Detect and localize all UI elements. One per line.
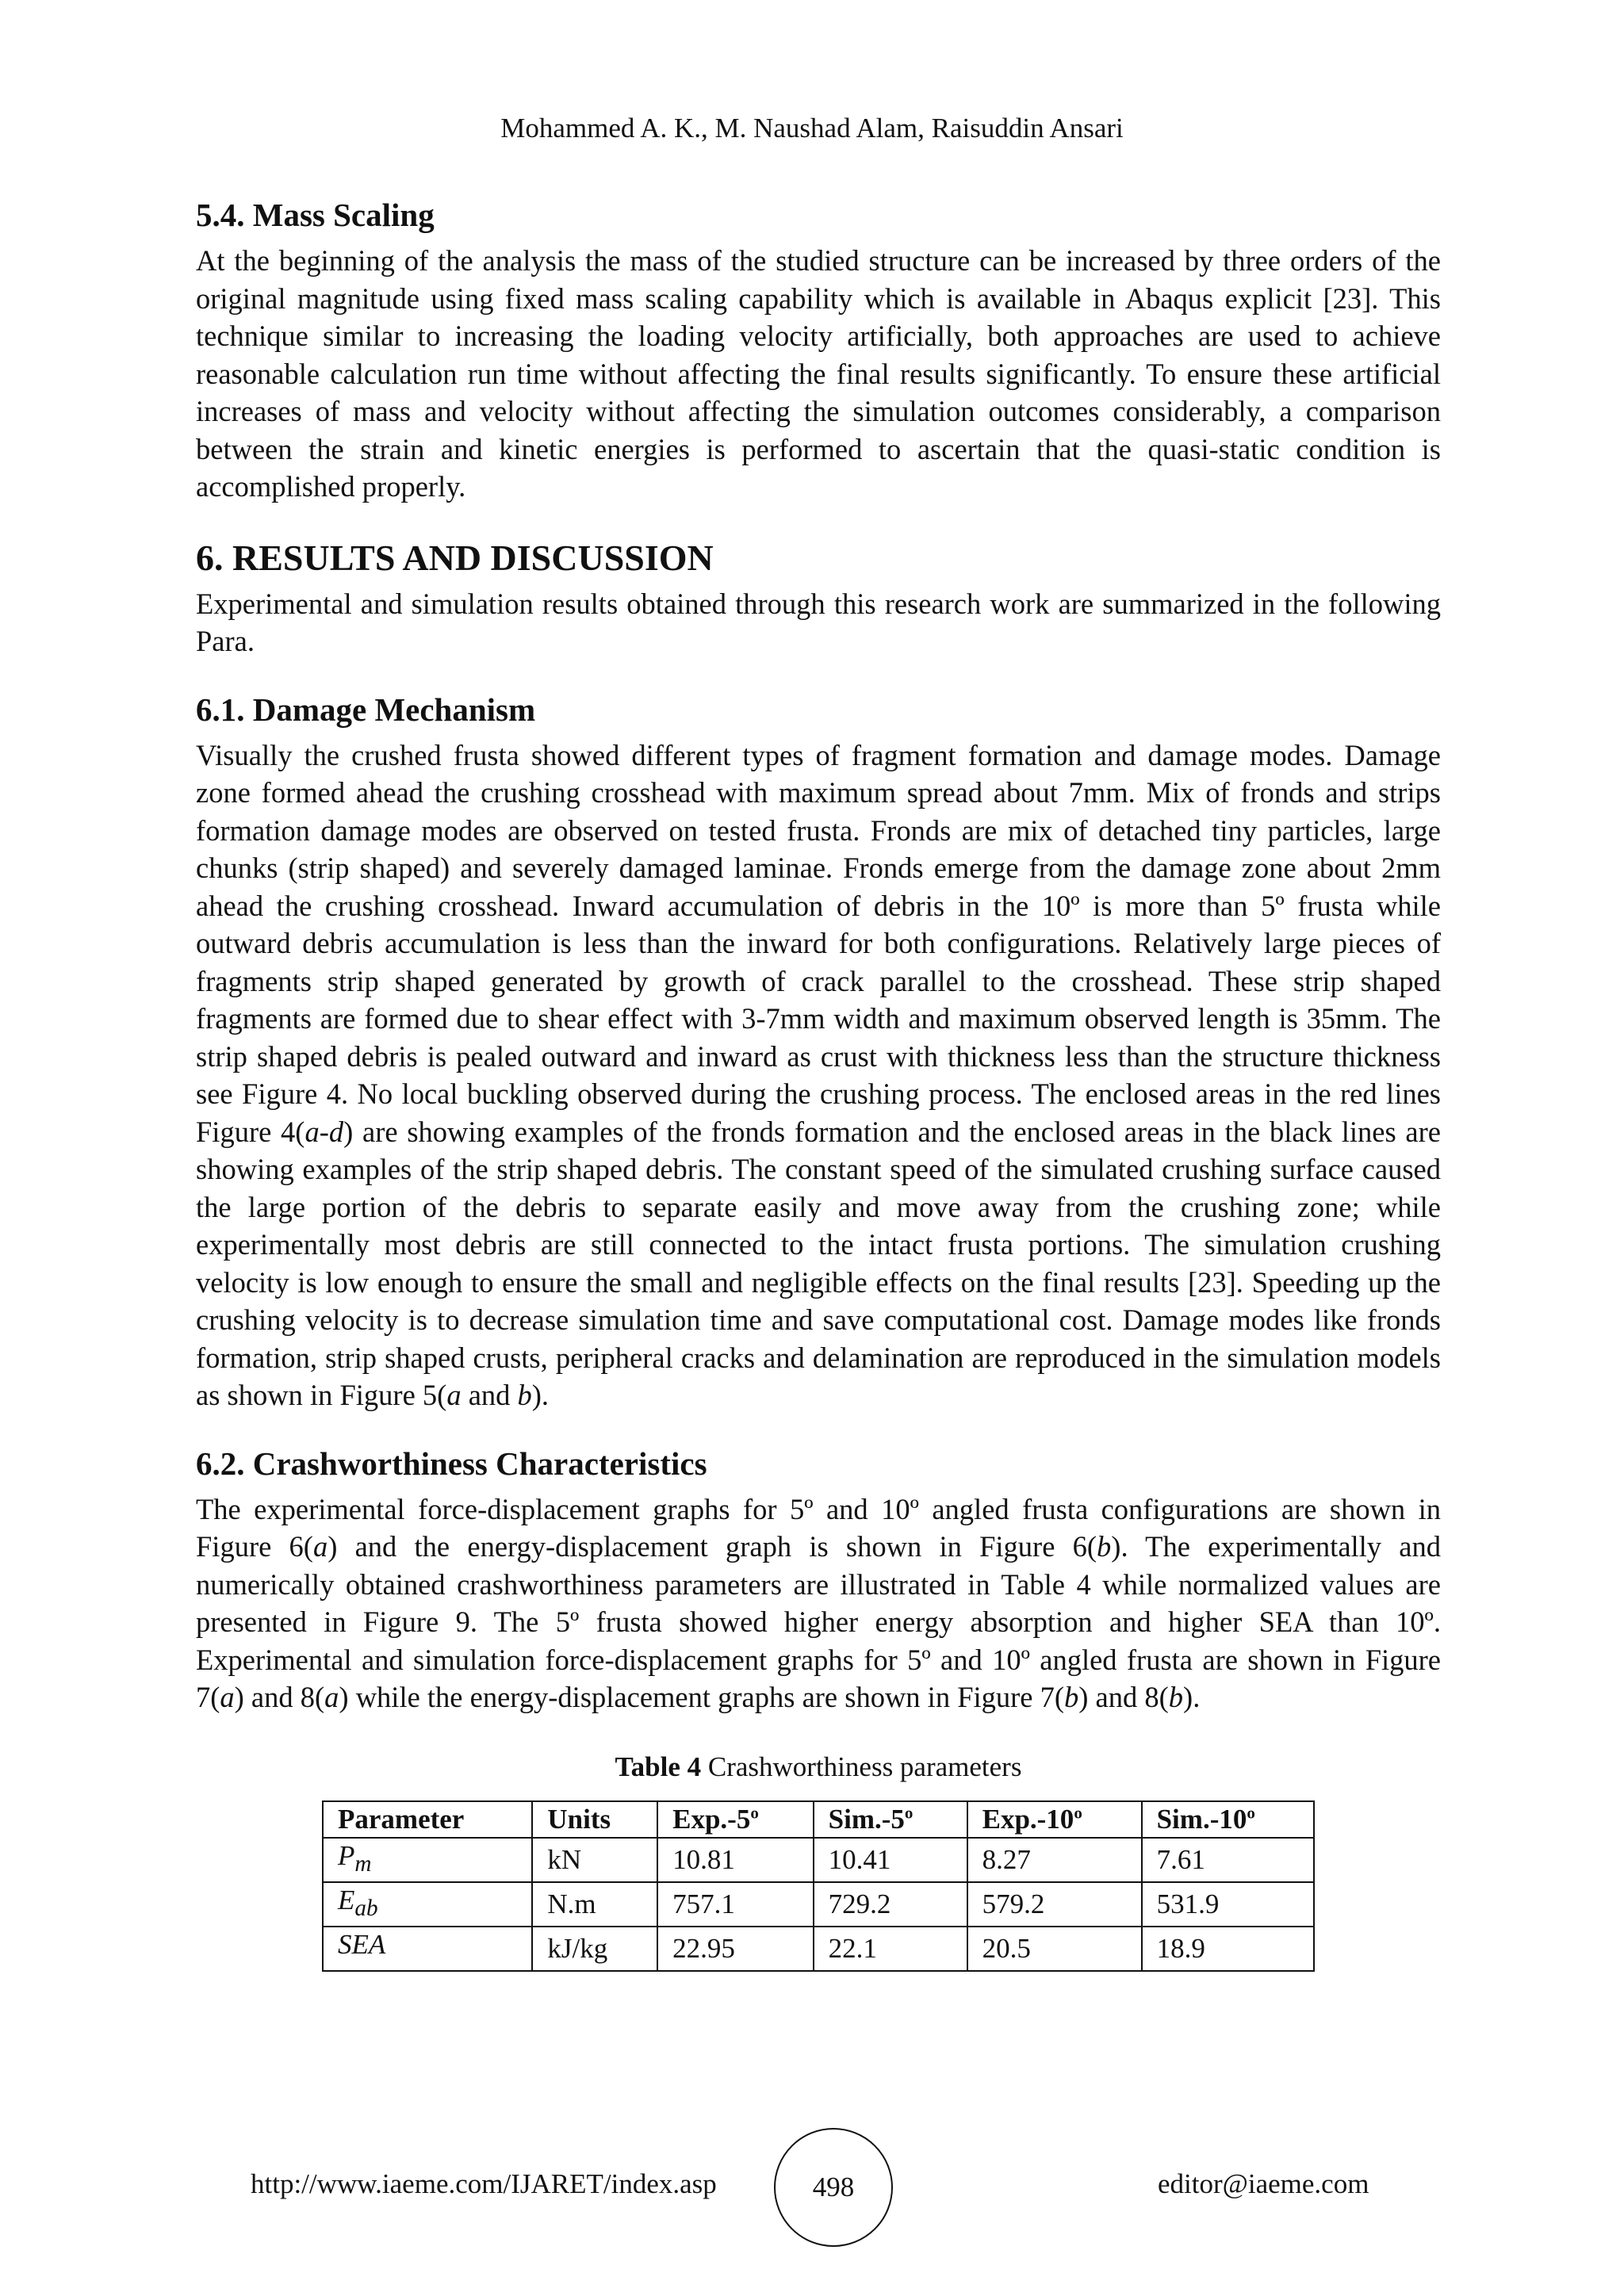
table-cell-units: kN [532,1838,657,1882]
section-5-4-paragraph: At the beginning of the analysis the mass of the studied structure can be increased by three orders of the original magnitude using fixed mass scaling capability which is available in Abaqus explicit [23]. This technique similar to increasing the loading velocity artificially, both approaches are used to achieve reasonable calculation run time without affecting the final results significantly. To ensure these artificial increases of mass and velocity without affecting the simulation outcomes considerably, a comparison between the strain and kinetic energies is performed to ascertain that the quasi-static condition is accomplished properly. [196,244,1441,503]
page-number [774,2128,893,2247]
table-caption: Table 4 Crashworthiness parameters [615,1751,1022,1782]
table-cell-units: kJ/kg [532,1927,657,1971]
section-6-1-paragraph: Visually the crushed frusta showed different types of fragment formation and damage modes. Damage zone formed ahead the crushing crosshead with maximum spread about 7mm. Mix of fronds and strips formation damage modes are observed on tested frusta. Fronds are mix of detached tiny particles, large chunks (strip shaped) and severely damaged laminae. Fronds emerge from the damage zone about 2mm ahead the crushing crosshead. Inward accumulation of debris in the 10º is more than 5º frusta while outward debris accumulation is less than the inward for both configurations. Relatively large pieces of fragments strip shaped generated by growth of crack parallel to the crosshead. These strip shaped fragments are formed due to shear effect with 3-7mm width and maximum observed length is 35mm. The strip shaped debris is pealed outward and inward as crust with thickness less than the structure thickness see Figure 4. No local buckling observed during the crushing process. The enclosed areas in the red lines Figure 4(a-d) are showing examples of the fronds formation and the enclosed areas in the black lines are showing examples of the strip shaped debris. The constant speed of the simulated crushing surface caused the large portion of the debris to separate easily and move away from the crushing zone; while experimentally most debris are still connected to the intact frusta portions. The simulation crushing velocity is low enough to ensure the small and negligible effects on the final results [23]. Speeding up the crushing velocity is to decrease simulation time and save computational cost. Damage modes like fronds formation, strip shaped crusts, peripheral cracks and delamination are reproduced in the simulation models as shown in Figure 5(a and b). [196,738,1441,1411]
table-cell: 22.95 [657,1927,814,1971]
table-row [323,1882,1314,1927]
table-cell: 7.61 [1142,1838,1314,1882]
table-cell: 18.9 [1142,1927,1314,1971]
section-6-2-heading: 6.2. Crashworthiness Characteristics [196,1445,707,1482]
section-6-2-paragraph: The experimental force-displacement graphs for 5º and 10º angled frusta configurations are shown in Figure 6(a) and the energy-displacement graph is shown in Figure 6(b). The experimentally and numerically obtained crashworthiness parameters are illustrated in Table 4 while normalized values are presented in Figure 9. The 5º frusta showed higher energy absorption and higher SEA than 10º. Experimental and simulation force-displacement graphs for 5º and 10º angled frusta are shown in Figure 7(a) and 8(a) while the energy-displacement graphs are shown in Figure 7(b) and 8(b). [196,1492,1441,1713]
table-cell-parameter: $P_m$ [323,1838,532,1882]
table-header-cell: Exp.-5$^o$ [657,1801,814,1838]
table-cell: 579.2 [967,1882,1142,1927]
table-row [323,1927,1314,1971]
table-cell: 10.81 [657,1838,814,1882]
table-header-cell: Parameter [323,1801,532,1838]
table-cell: 8.27 [967,1838,1142,1882]
page-number-label: 498 [812,2172,855,2202]
table-cell-parameter: SEA [323,1927,532,1971]
footer-url-link[interactable]: http://www.iaeme.com/IJARET/index.asp [251,2168,717,2199]
section-6-1-heading: 6.1. Damage Mechanism [196,691,536,728]
section-6-paragraph: Experimental and simulation results obtained through this research work are summarized in the following Para. [196,587,1441,657]
table-header-cell: Units [532,1801,657,1838]
table-cell: 22.1 [814,1927,967,1971]
table-cell-units: N.m [532,1882,657,1927]
table-header-cell: Sim.-5$^o$ [814,1801,967,1838]
table-row [323,1838,1314,1882]
table-cell: 531.9 [1142,1882,1314,1927]
section-5-4-heading: 5.4. Mass Scaling [196,197,435,233]
table-cell: 729.2 [814,1882,967,1927]
table-header-row [323,1801,1314,1838]
table-cell: 20.5 [967,1927,1142,1971]
page-content [196,194,1441,1972]
table-cell-parameter: $E_{ab}$ [323,1882,532,1927]
crashworthiness-table [322,1800,1315,1972]
running-header: Mohammed A. K., M. Naushad Alam, Raisuddin Ansari [500,113,1124,144]
footer-email-link[interactable]: editor@iaeme.com [1158,2168,1369,2199]
table-header-cell: Sim.-10$^o$ [1142,1801,1314,1838]
table-cell: 10.41 [814,1838,967,1882]
section-6-heading: 6. RESULTS AND DISCUSSION [196,537,714,578]
table-header-cell: Exp.-10$^o$ [967,1801,1142,1838]
table-cell: 757.1 [657,1882,814,1927]
